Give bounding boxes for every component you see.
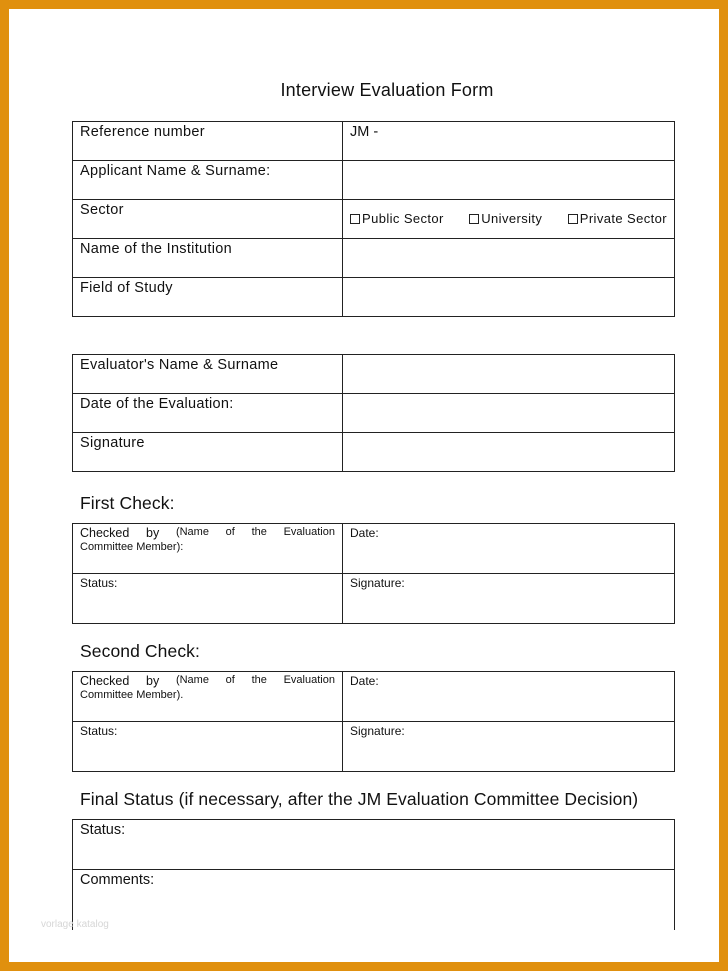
status-label: Status: xyxy=(80,822,126,838)
first-check-heading: First Check: xyxy=(80,493,175,513)
table-row xyxy=(73,355,675,394)
private-sector-label: Private Sector xyxy=(579,211,667,226)
applicant-table xyxy=(72,121,675,317)
sector-label: Sector xyxy=(73,200,343,239)
university-option[interactable] xyxy=(469,211,542,226)
date-label: Date: xyxy=(350,674,379,688)
checkbox-icon[interactable] xyxy=(568,214,578,224)
checked-by-word: (Name xyxy=(175,674,209,686)
signature-label: Signature: xyxy=(350,576,405,590)
table-row xyxy=(73,394,675,433)
status-label: Status: xyxy=(80,576,118,590)
first-check-status-field[interactable] xyxy=(73,574,343,624)
evaluation-date-field[interactable] xyxy=(343,394,675,433)
applicant-name-field[interactable] xyxy=(343,161,675,200)
evaluation-date-label: Date of the Evaluation: xyxy=(73,394,343,433)
table-row xyxy=(73,239,675,278)
first-check-signature-field[interactable] xyxy=(343,574,675,624)
signature-field[interactable] xyxy=(343,433,675,472)
evaluator-name-field[interactable] xyxy=(343,355,675,394)
signature-label: Signature xyxy=(73,433,343,472)
checked-by-word: of xyxy=(225,674,235,686)
status-label: Status: xyxy=(80,724,118,738)
university-label: University xyxy=(481,211,543,226)
checked-by-word: of xyxy=(225,526,235,538)
applicant-name-label: Applicant Name & Surname: xyxy=(73,161,343,200)
table-row xyxy=(73,200,675,239)
checked-by-word: the xyxy=(251,674,267,686)
final-status-field[interactable] xyxy=(73,820,675,870)
date-label: Date: xyxy=(350,526,379,540)
checkbox-icon[interactable] xyxy=(350,214,360,224)
institution-label: Name of the Institution xyxy=(73,239,343,278)
form-page xyxy=(9,9,719,962)
table-row xyxy=(73,820,675,870)
second-check-table xyxy=(72,671,675,772)
checked-by-label xyxy=(73,524,343,574)
checked-by-word: the xyxy=(251,526,267,538)
first-check-table xyxy=(72,523,675,624)
field-of-study-label: Field of Study xyxy=(73,278,343,317)
reference-number-field[interactable]: JM - xyxy=(343,122,675,161)
second-check-status-field[interactable] xyxy=(73,722,343,772)
table-row xyxy=(73,433,675,472)
checked-by-label xyxy=(73,672,343,722)
checked-by-word: by xyxy=(146,674,160,688)
checked-by-word: by xyxy=(146,526,160,540)
public-sector-option[interactable] xyxy=(350,211,444,226)
checked-by-subtext: Committee Member). xyxy=(80,689,184,701)
second-check-signature-field[interactable] xyxy=(343,722,675,772)
checkbox-icon[interactable] xyxy=(469,214,479,224)
public-sector-label: Public Sector xyxy=(362,211,444,226)
checked-by-subtext: Committee Member): xyxy=(80,541,184,553)
private-sector-option[interactable] xyxy=(568,211,667,226)
final-status-table xyxy=(72,819,675,930)
table-row xyxy=(73,870,675,930)
evaluator-name-label: Evaluator's Name & Surname xyxy=(73,355,343,394)
page-title: Interview Evaluation Form xyxy=(280,80,494,100)
watermark: vorlage katalog xyxy=(41,919,109,930)
checked-by-word: Evaluation xyxy=(283,674,335,686)
sector-options xyxy=(343,200,675,239)
table-row xyxy=(73,672,675,722)
signature-label: Signature: xyxy=(350,724,405,738)
comments-label: Comments: xyxy=(80,872,155,888)
final-status-heading: Final Status (if necessary, after the JM Evaluation Committee Decision) xyxy=(80,789,639,809)
table-row xyxy=(73,122,675,161)
checked-by-word: Checked xyxy=(80,526,130,540)
table-row xyxy=(73,574,675,624)
second-check-date-field[interactable] xyxy=(343,672,675,722)
institution-field[interactable] xyxy=(343,239,675,278)
checked-by-word: Checked xyxy=(80,674,130,688)
checked-by-word: Evaluation xyxy=(283,526,335,538)
evaluator-table xyxy=(72,354,675,472)
table-row xyxy=(73,524,675,574)
field-of-study-field[interactable] xyxy=(343,278,675,317)
comments-field[interactable] xyxy=(73,870,675,930)
checked-by-word: (Name xyxy=(175,526,209,538)
table-row xyxy=(73,722,675,772)
table-row xyxy=(73,278,675,317)
reference-number-label: Reference number xyxy=(73,122,343,161)
second-check-heading: Second Check: xyxy=(80,641,200,661)
first-check-date-field[interactable] xyxy=(343,524,675,574)
table-row xyxy=(73,161,675,200)
